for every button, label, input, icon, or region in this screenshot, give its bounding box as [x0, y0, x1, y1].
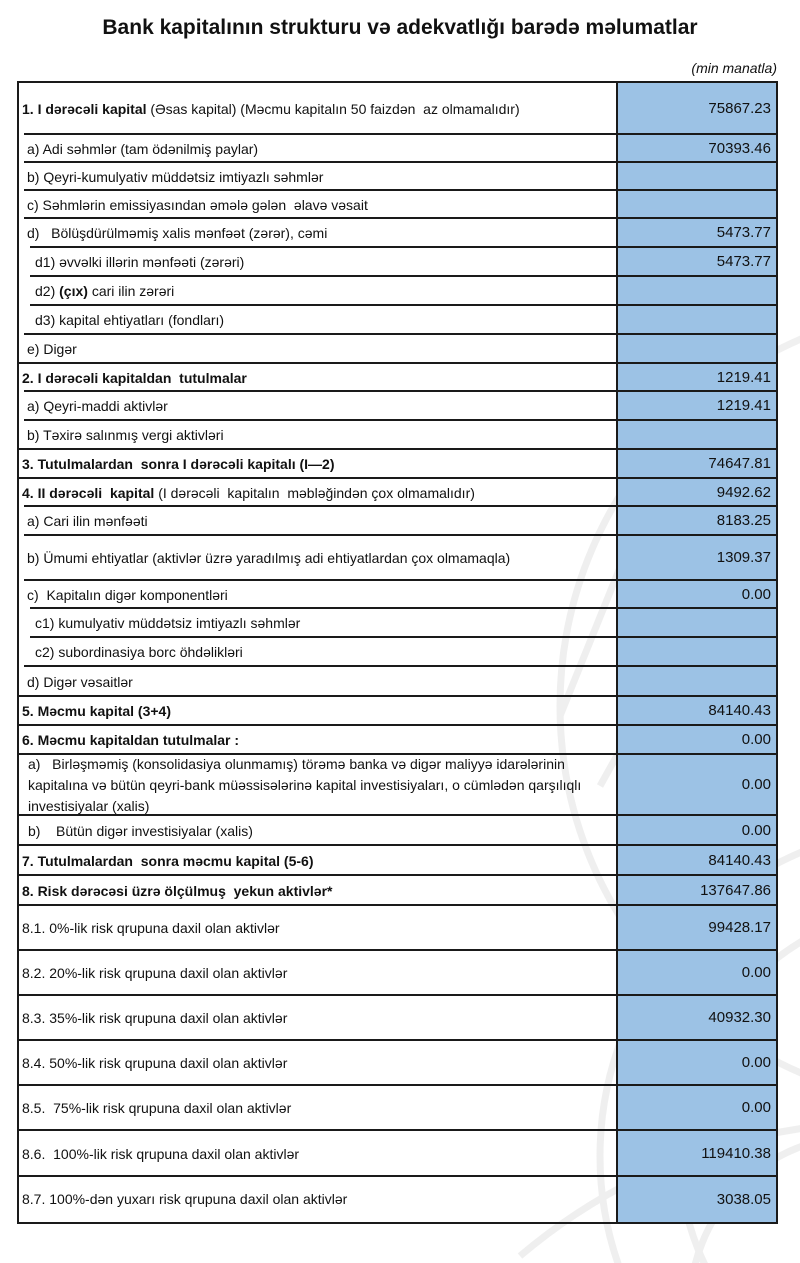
row-label-bold-text: 1. I dərəcəli kapital [22, 100, 147, 117]
row-label-bold-text: 6. Məcmu kapitaldan tutulmalar : [22, 732, 240, 748]
row-label-text: b) Təxirə salınmış vergi aktivləri [27, 427, 224, 443]
row-label-text: b) Qeyri-kumulyativ müddətsiz imtiyazlı səhmlər [27, 168, 324, 185]
row-label [19, 581, 616, 609]
table-row [19, 1041, 776, 1086]
row-label [19, 479, 616, 507]
row-label [19, 248, 616, 277]
row-label [19, 906, 616, 951]
table-row [19, 450, 776, 479]
row-label [19, 697, 616, 726]
row-value [616, 277, 776, 306]
row-label [19, 191, 616, 219]
row-value: 1219.41 [616, 364, 776, 392]
table-row [19, 581, 776, 609]
capital-table [17, 81, 778, 1224]
table-row [19, 1086, 776, 1131]
row-value [616, 163, 776, 191]
row-label-text: a) Cari ilin mənfəəti [27, 513, 148, 529]
row-label-text: d1) əvvəlki illərin mənfəəti (zərəri) [35, 254, 245, 270]
row-label-text: c) Kapitalın digər komponentləri [27, 586, 228, 603]
row-label-bold-text: 5. Məcmu kapital (3+4) [22, 703, 172, 719]
table-row [19, 219, 776, 248]
row-value: 0.00 [616, 1041, 776, 1086]
row-label-bold-text: (çıx) [59, 283, 88, 299]
table-row [19, 951, 776, 996]
row-label [19, 996, 616, 1041]
table-row [19, 996, 776, 1041]
row-label [19, 609, 616, 638]
row-label-text: 8.6. 100%-lik risk qrupuna daxil olan aktivlər [22, 1145, 300, 1162]
row-label [19, 450, 616, 479]
row-label-text: d) Bölüşdürülməmiş xalis mənfəət (zərər), cəmi [27, 225, 328, 241]
row-label-text: 8.5. 75%-lik risk qrupuna daxil olan aktivlər [22, 1100, 292, 1116]
row-label [19, 219, 616, 248]
row-value: 3038.05 [616, 1177, 776, 1222]
row-label-text: b) Bütün digər investisiyalar (xalis) [28, 822, 253, 839]
row-label [19, 335, 616, 364]
row-value: 0.00 [616, 951, 776, 996]
row-label-text: c2) subordinasiya borc öhdəlikləri [35, 644, 243, 660]
row-label-bold-text: 2. I dərəcəli kapitaldan tutulmalar [22, 369, 247, 386]
row-value [616, 306, 776, 335]
row-value: 99428.17 [616, 906, 776, 951]
row-label [19, 536, 616, 581]
row-value: 0.00 [616, 1086, 776, 1131]
row-value: 74647.81 [616, 450, 776, 479]
table-row [19, 364, 776, 392]
row-value: 75867.23 [616, 83, 776, 135]
row-label-text: 8.1. 0%-lik risk qrupuna daxil olan aktivlər [22, 920, 280, 936]
row-value: 119410.38 [616, 1131, 776, 1177]
row-value [616, 335, 776, 364]
row-label [19, 638, 616, 667]
row-value: 0.00 [616, 755, 776, 816]
table-row [19, 135, 776, 163]
page-title: Bank kapitalının strukturu və adekvatlığı barədə məlumatlar [102, 16, 698, 39]
row-label-bold-text: 3. Tutulmalardan sonra I dərəcəli kapitalı (I—2) [22, 456, 335, 472]
table-row [19, 667, 776, 697]
row-value: 5473.77 [616, 219, 776, 248]
row-label-text: (Əsas kapital) (Məcmu kapitalın 50 faizdən az olmamalıdır) [146, 100, 520, 117]
row-label-bold-text: 8. Risk dərəcəsi üzrə ölçülmuş yekun aktivlər* [22, 882, 333, 899]
row-label-text: 8.2. 20%-lik risk qrupuna daxil olan aktivlər [22, 965, 288, 981]
row-value: 0.00 [616, 726, 776, 755]
row-label [19, 364, 616, 392]
table-row [19, 726, 776, 755]
row-label-text: d) Digər vəsaitlər [27, 673, 133, 690]
table-row [19, 277, 776, 306]
table-row [19, 248, 776, 277]
table-row [19, 638, 776, 667]
row-label [19, 277, 616, 306]
row-value: 1309.37 [616, 536, 776, 581]
row-label-text: 8.7. 100%-dən yuxarı risk qrupuna daxil olan aktivlər [22, 1191, 348, 1207]
row-label [19, 507, 616, 536]
row-label [19, 421, 616, 450]
row-label-text: b) Ümumi ehtiyatlar (aktivlər üzrə yaradılmış adi ehtiyatlardan çox olmamaqla) [27, 550, 511, 566]
row-label [19, 392, 616, 421]
row-label [19, 1177, 616, 1222]
row-label [19, 846, 616, 876]
table-row [19, 306, 776, 335]
row-label-text: d2) [35, 283, 60, 299]
row-label [19, 1041, 616, 1086]
row-label [19, 163, 616, 191]
row-value: 40932.30 [616, 996, 776, 1041]
row-label-text: a) Adi səhmlər (tam ödənilmiş paylar) [27, 140, 259, 157]
row-label [19, 951, 616, 996]
table-row [19, 163, 776, 191]
table-row [19, 507, 776, 536]
table-row [19, 876, 776, 906]
table-row [19, 755, 776, 816]
table-row [19, 1131, 776, 1177]
row-label-text: a) Qeyri-maddi aktivlər [27, 398, 168, 414]
table-row [19, 697, 776, 726]
table-row [19, 816, 776, 846]
row-label-bold-text: 7. Tutulmalardan sonra məcmu kapital (5-6) [22, 852, 314, 869]
row-label-text: c1) kumulyativ müddətsiz imtiyazlı səhmlər [35, 615, 301, 631]
row-value [616, 609, 776, 638]
row-value [616, 638, 776, 667]
row-label-text: 8.3. 35%-lik risk qrupuna daxil olan aktivlər [22, 1010, 288, 1026]
row-label [19, 1086, 616, 1131]
table-row [19, 83, 776, 135]
row-label [19, 306, 616, 335]
row-label-text: 8.4. 50%-lik risk qrupuna daxil olan aktivlər [22, 1055, 288, 1071]
table-row [19, 906, 776, 951]
row-label [19, 755, 616, 816]
row-label-text: d3) kapital ehtiyatları (fondları) [35, 312, 225, 328]
table-row [19, 392, 776, 421]
table-row [19, 846, 776, 876]
unit-note: (min manatla) [691, 60, 777, 76]
row-label [19, 1131, 616, 1177]
row-value [616, 421, 776, 450]
row-label-text: cari ilin zərəri [87, 283, 175, 299]
table-row [19, 1177, 776, 1222]
row-value: 8183.25 [616, 507, 776, 536]
row-label [19, 135, 616, 163]
table-row [19, 335, 776, 364]
table-row [19, 421, 776, 450]
row-label-text: (I dərəcəli kapitalın məbləğindən çox olmamalıdır) [154, 484, 475, 501]
row-label-text: a) Birləşməmiş (konsolidasiya olunmamış) törəmə banka və digər maliyyə idarələrinin kapitalına və bütün qeyri-bank müəssisələrinə kapital investisiyaları, o cümlədən qarşılıqlı investisiyalar (xalis) [28, 756, 586, 814]
row-value: 1219.41 [616, 392, 776, 421]
row-value: 5473.77 [616, 248, 776, 277]
row-label-text: e) Digər [27, 341, 77, 357]
row-value: 84140.43 [616, 697, 776, 726]
row-value [616, 667, 776, 697]
row-label [19, 667, 616, 697]
row-value: 84140.43 [616, 846, 776, 876]
row-label [19, 726, 616, 755]
row-value: 0.00 [616, 816, 776, 846]
row-value: 137647.86 [616, 876, 776, 906]
row-label [19, 876, 616, 906]
table-row [19, 479, 776, 507]
row-value: 70393.46 [616, 135, 776, 163]
page [0, 16, 800, 1263]
row-label-bold-text: 4. II dərəcəli kapital [22, 484, 155, 501]
row-label [19, 83, 616, 135]
row-value [616, 191, 776, 219]
table-row [19, 536, 776, 581]
row-value: 0.00 [616, 581, 776, 609]
table-row [19, 609, 776, 638]
table-row [19, 191, 776, 219]
row-label-text: c) Səhmlərin emissiyasından əmələ gələn əlavə vəsait [27, 196, 368, 213]
row-label [19, 816, 616, 846]
row-value: 9492.62 [616, 479, 776, 507]
